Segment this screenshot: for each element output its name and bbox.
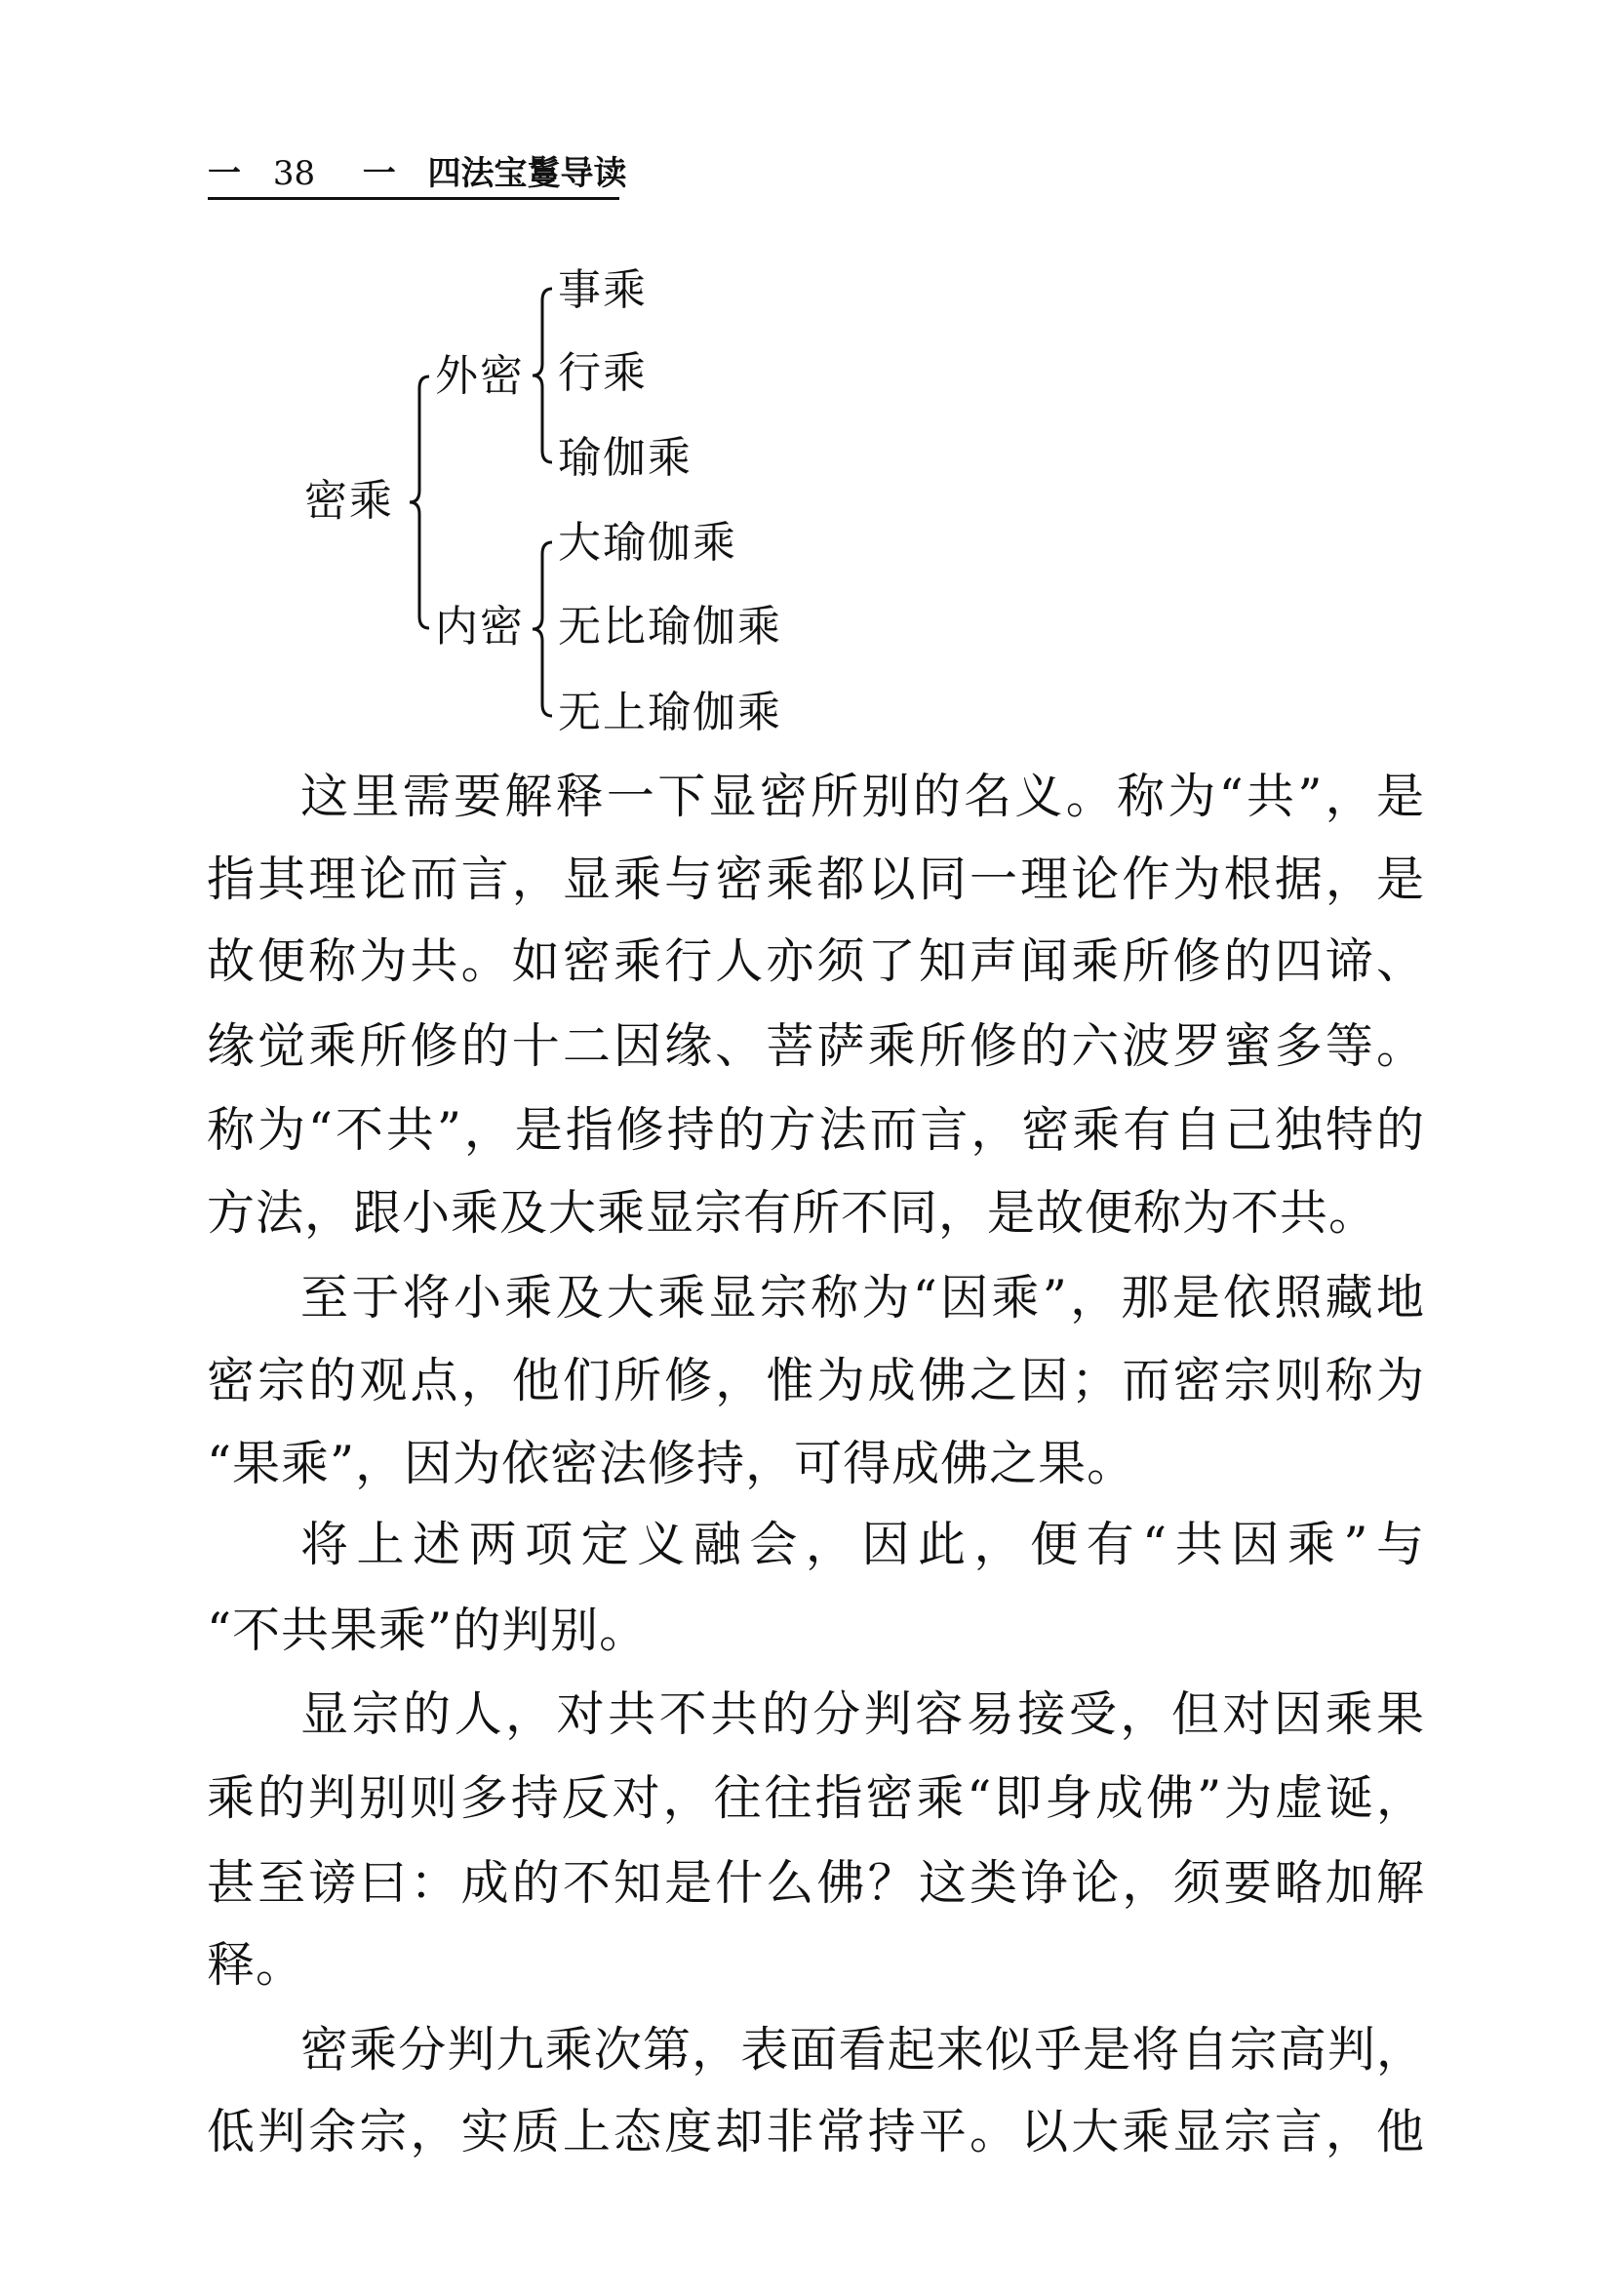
header-dash: 一 [208, 154, 241, 193]
text-line: 这里需要解释一下显密所别的名义。称为“共”，是 [300, 769, 1424, 824]
book-title: 四法宝鬘导读 [427, 154, 627, 193]
text-line: 低判余宗，实质上态度却非常持平。以大乘显宗言，他 [207, 2104, 1424, 2159]
diagram-item: 大瑜伽乘 [558, 518, 737, 568]
diagram-item: 行乘 [558, 348, 648, 398]
header-dash: 一 [362, 154, 396, 193]
text-line: 指其理论而言，显乘与密乘都以同一理论作为根据，是 [207, 851, 1424, 907]
branch-label-outer: 外密 [435, 351, 525, 401]
text-line: 故便称为共。如密乘行人亦须了知声闻乘所修的四谛、 [207, 933, 1424, 989]
text-line: 乘的判别则多持反对，往往指密乘“即身成佛”为虚诞， [207, 1770, 1424, 1826]
text-line: 甚至谤曰：成的不知是什么佛？这类诤论，须要略加解 [207, 1855, 1424, 1911]
text-line: 密乘分判九乘次第，表面看起来似乎是将自宗高判， [300, 2022, 1424, 2078]
diagram-root: 密乘 [304, 476, 394, 526]
brace-outer [527, 283, 556, 468]
text-line: “不共果乘”的判别。 [207, 1603, 649, 1658]
text-line: 称为“不共”，是指修持的方法而言，密乘有自己独特的 [207, 1102, 1424, 1158]
brace-root [404, 371, 433, 634]
branch-label-inner: 内密 [435, 602, 525, 652]
text-line: 密宗的观点，他们所修，惟为成佛之因；而密宗则称为 [207, 1353, 1424, 1408]
diagram-item: 无比瑜伽乘 [558, 602, 782, 652]
text-line: 将上述两项定义融会，因此，便有“共因乘”与 [300, 1517, 1424, 1572]
diagram-item: 无上瑜伽乘 [558, 688, 782, 737]
text-line: 方法，跟小乘及大乘显宗有所不同，是故便称为不共。 [207, 1185, 1378, 1241]
text-line: 至于将小乘及大乘显宗称为“因乘”，那是依照藏地 [300, 1270, 1424, 1326]
text-line: 缘觉乘所修的十二因缘、菩萨乘所修的六波罗蜜多等。 [207, 1018, 1424, 1074]
diagram-item: 瑜伽乘 [558, 433, 693, 483]
brace-inner [527, 536, 556, 722]
text-line: “果乘”，因为依密法修持，可得成佛之果。 [207, 1436, 1136, 1491]
text-line: 释。 [207, 1937, 305, 1993]
diagram-item: 事乘 [558, 265, 648, 315]
text-line: 显宗的人，对共不共的分判容易接受，但对因乘果 [300, 1686, 1424, 1742]
running-header [208, 152, 627, 200]
page-number: 38 [272, 154, 316, 193]
